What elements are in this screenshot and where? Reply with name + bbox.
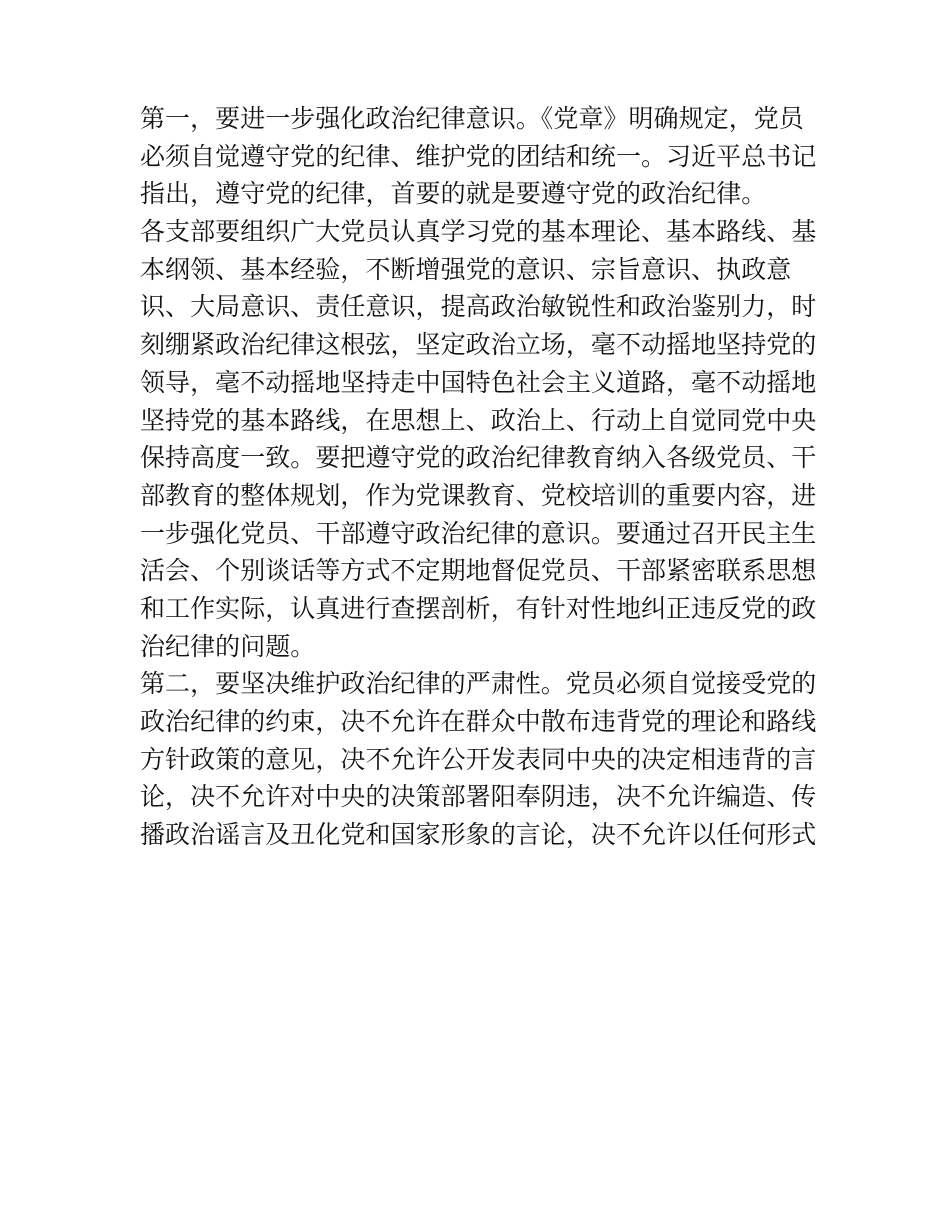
text-line: 第一，要进一步强化政治纪律意识。《党章》明确规定，党员 [140,104,804,133]
text-line: 方针政策的意见，决不允许公开发表同中央的决定相违背的言 [140,744,817,774]
text-line: 政治纪律的约束，决不允许在群众中散布违背党的理论和路线 [140,707,817,736]
text-line: 第二，要坚决维护政治纪律的严肃性。党员必须自觉接受党的 [140,669,817,699]
text-line: 论，决不允许对中央的决策部署阳奉阴违，决不允许编造、传 [140,782,817,812]
text-line: 坚持党的基本路线，在思想上、政治上、行动上自觉同党中央 [140,405,817,435]
text-line: 播政治谣言及丑化党和国家形象的言论，决不允许以任何形式 [140,820,817,850]
text-line: 和工作实际，认真进行查摆剖析，有针对性地纠正违反党的政 [140,593,817,623]
text-line: 识、大局意识、责任意识，提高政治敏锐性和政治鉴别力，时 [140,292,817,322]
text-line: 本纲领、基本经验，不断增强党的意识、宗旨意识、执政意 [140,254,792,284]
text-line: 必须自觉遵守党的纪律、维护党的团结和统一。习近平总书记 [140,141,817,171]
text-line: 一步强化党员、干部遵守政治纪律的意识。要通过召开民主生 [140,518,817,548]
text-line: 领导，毫不动摇地坚持走中国特色社会主义道路，毫不动摇地 [140,367,817,397]
text-line: 部教育的整体规划，作为党课教育、党校培训的重要内容，进 [140,480,817,510]
text-line: 指出，遵守党的纪律，首要的就是要遵守党的政治纪律。 [140,179,767,209]
text-line: 活会、个别谈话等方式不定期地督促党员、干部紧密联系思想 [140,556,817,586]
text-line: 保持高度一致。要把遵守党的政治纪律教育纳入各级党员、干 [140,443,817,473]
text-line: 刻绷紧政治纪律这根弦，坚定政治立场，毫不动摇地坚持党的 [140,330,817,360]
text-line: 各支部要组织广大党员认真学习党的基本理论、基本路线、基 [140,217,817,247]
document-body [140,106,830,860]
text-line: 治纪律的问题。 [140,631,316,661]
